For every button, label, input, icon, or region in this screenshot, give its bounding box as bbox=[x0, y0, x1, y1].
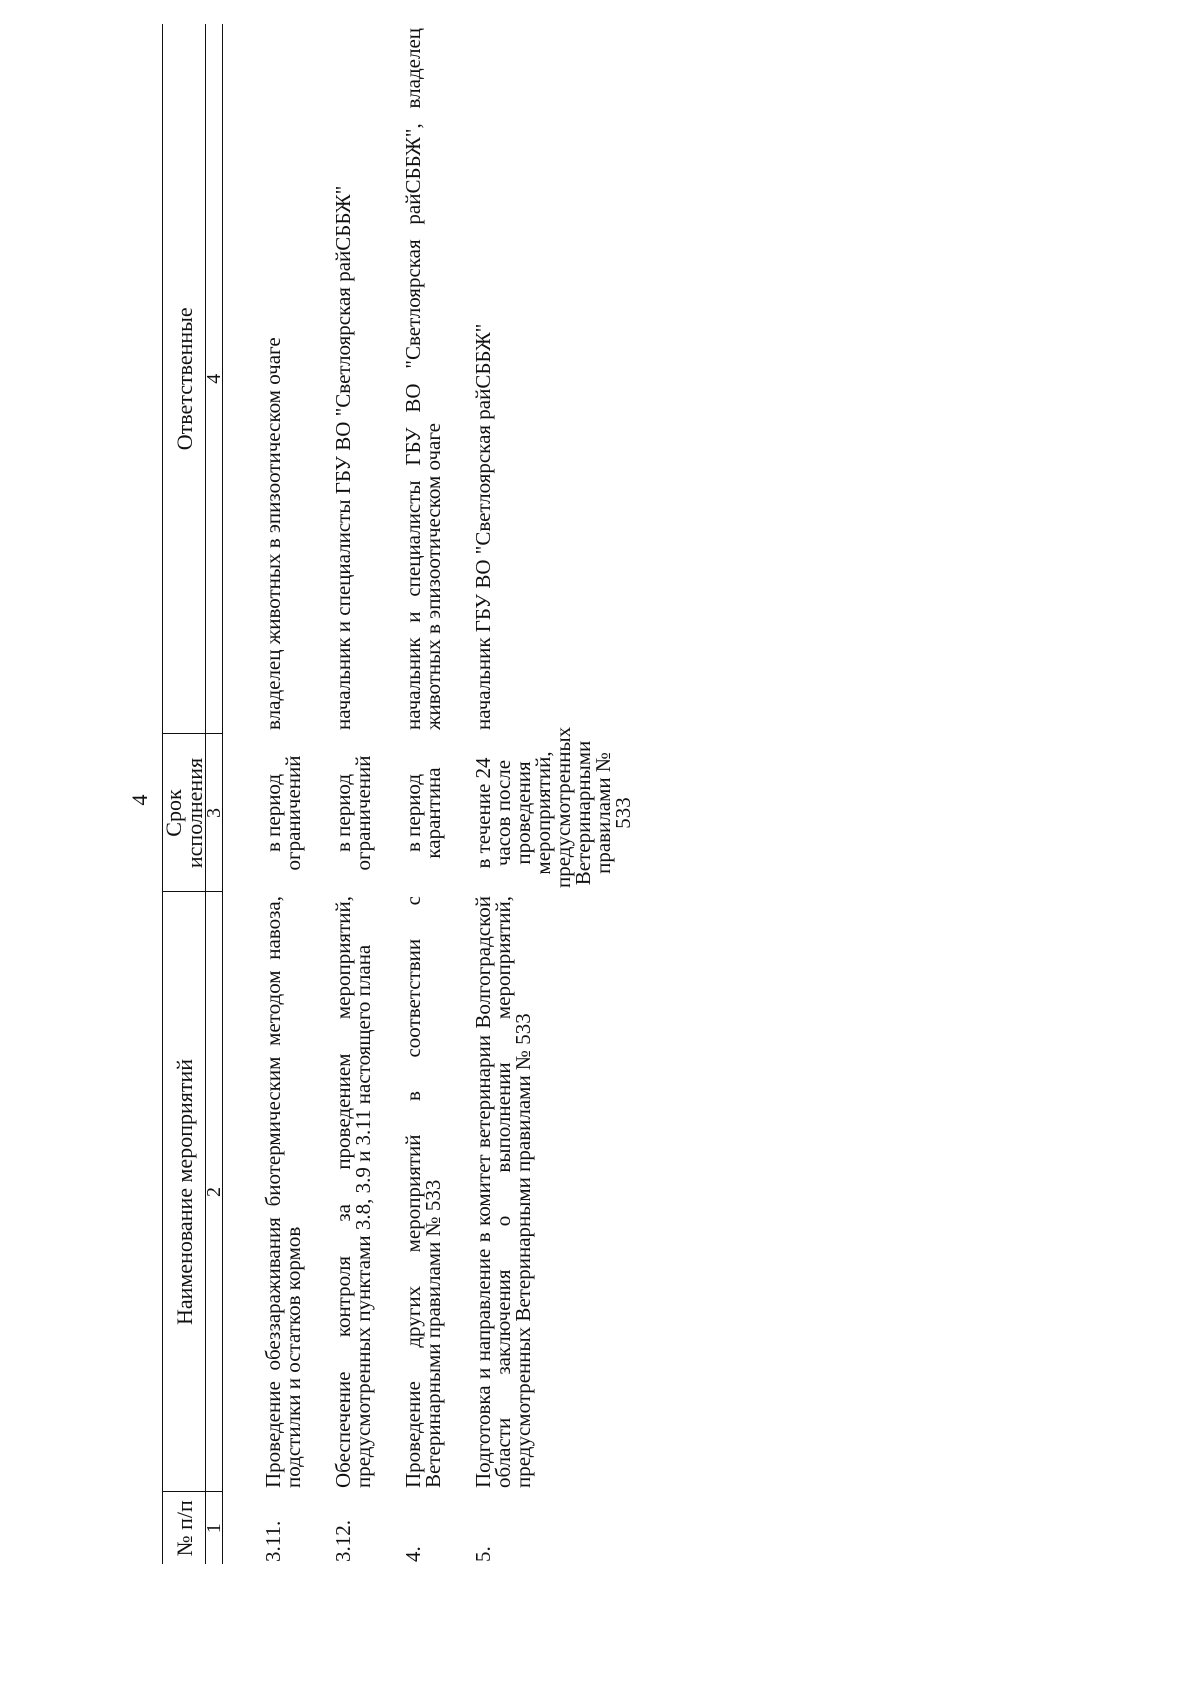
table-row bbox=[473, 24, 663, 1564]
measure-name: Подготовка и направление в комитет ветеринарии Волгоградской области заключения о выполнении мероприятий, предусмотренных Ветеринарными правилами № 533 bbox=[471, 896, 535, 1488]
table-row bbox=[403, 24, 473, 1564]
column-number-row bbox=[206, 24, 223, 1564]
measure-term: в период ограничений bbox=[261, 755, 305, 871]
table-row bbox=[333, 24, 403, 1564]
measure-name: Проведение других мероприятий в соответствии с Ветеринарными правилами № 533 bbox=[401, 896, 445, 1488]
row-number: 4. bbox=[401, 1546, 425, 1562]
header-name: Наименование мероприятий bbox=[163, 892, 206, 1492]
rotated-landscape-content bbox=[128, 30, 688, 1570]
measure-responsible: владелец животных в эпизоотическом очаге bbox=[261, 337, 285, 730]
column-number: 1 bbox=[206, 1492, 223, 1564]
measure-term: в период карантина bbox=[401, 767, 445, 859]
column-number: 4 bbox=[206, 24, 223, 734]
header-term: Срок исполнения bbox=[163, 734, 206, 892]
measure-name: Обеспечение контроля за проведением мероприятий, предусмотренных пунктами 3.8, 3.9 и 3.11 настоящего плана bbox=[331, 896, 375, 1488]
table-header-row bbox=[163, 24, 206, 1564]
measure-responsible: начальник и специалисты ГБУ ВО "Светлоярская райСББЖ", владелец животных в эпизоотическом очаге bbox=[401, 28, 445, 730]
measure-responsible: начальник ГБУ ВО "Светлоярская райСББЖ" bbox=[471, 323, 495, 730]
header-resp: Ответственные bbox=[163, 24, 206, 734]
header-num: № п/п bbox=[163, 1492, 206, 1564]
page-number: 4 bbox=[127, 794, 152, 806]
row-number: 5. bbox=[471, 1546, 495, 1562]
table-row bbox=[223, 24, 334, 1564]
row-number: 3.12. bbox=[331, 1520, 355, 1562]
measure-term: в течение 24 часов после проведения мероприятий, предусмотренных Ветеринарными правилами № 533 bbox=[471, 726, 635, 888]
measures-table bbox=[162, 24, 663, 1564]
row-number: 3.11. bbox=[261, 1520, 285, 1562]
column-number: 2 bbox=[206, 892, 223, 1492]
column-number: 3 bbox=[206, 734, 223, 892]
measure-responsible: начальник и специалисты ГБУ ВО "Светлоярская райСББЖ" bbox=[331, 185, 355, 730]
measure-term: в период ограничений bbox=[331, 755, 375, 871]
measure-name: Проведение обеззараживания биотермическим методом навоза, подстилки и остатков кормов bbox=[261, 896, 305, 1488]
